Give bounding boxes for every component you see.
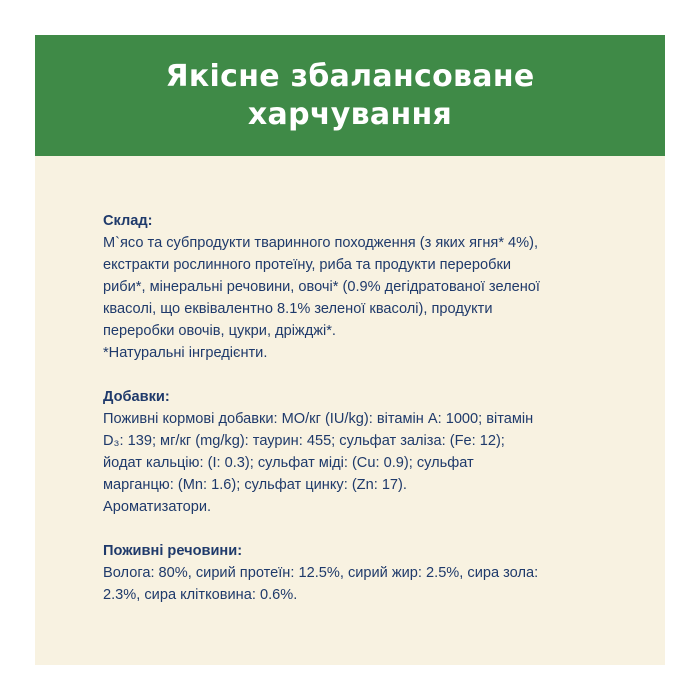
nutrients-text: Волога: 80%, сирий протеїн: 12.5%, сирий жир: 2.5%, сира зола: 2.3%, сира клітковина: 0.6%.: [103, 565, 539, 603]
content-area: [103, 210, 613, 628]
additives-text: Поживні кормові добавки: МО/кг (IU/kg): вітамін A: 1000; вітамін D₃: 139; мг/кг (mg/kg): таурин: 455; сульфат заліза: (Fe: 12); йодат кальцію: (I: 0.3); сульфат міді: (Cu: 0.9); сульфат марганцю: (Mn: 1.6); сульфат цинку: (Zn: 17). Ароматизатори.: [103, 411, 534, 515]
composition-text: М`ясо та субпродукти тваринного походження (з яких ягня* 4%), екстракти рослинного протеїну, риба та продукти переробки риби*, мінеральні речовини, овочі* (0.9% дегідратованої зеленої квасолі, що еквівалентно 8.1% зеленої квасолі), продукти переробки овочів, цукри, дріжджі*. *Натуральні інгредієнти.: [103, 235, 540, 361]
additives-section: [103, 386, 613, 518]
nutrients-section: [103, 540, 613, 606]
nutrition-card: [35, 35, 665, 665]
composition-title: Склад:: [103, 213, 153, 229]
banner-title: Якісне збалансоване харчування: [165, 58, 535, 132]
header-banner: [35, 35, 665, 156]
additives-title: Добавки:: [103, 389, 170, 405]
composition-section: [103, 210, 613, 364]
nutrients-title: Поживні речовини:: [103, 543, 243, 559]
